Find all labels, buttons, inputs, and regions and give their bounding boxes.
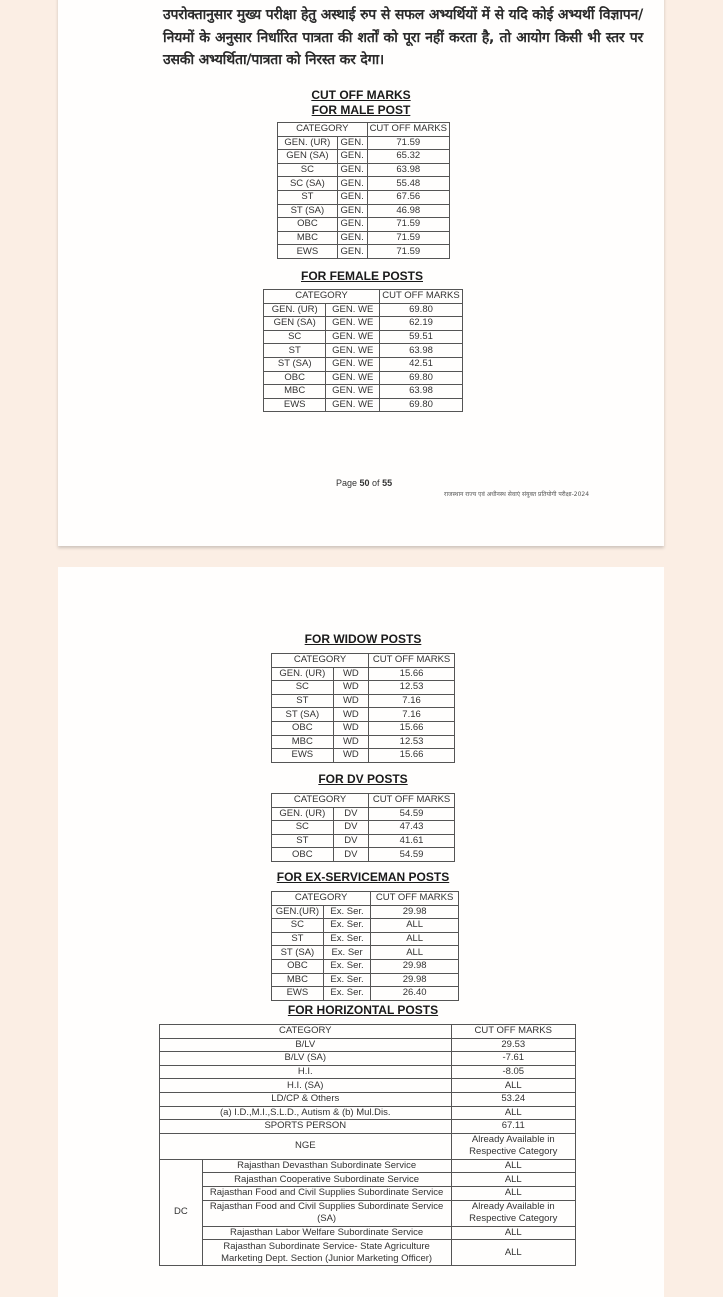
marks-cell: Already Available in Respective Category [451,1200,575,1226]
table-row [272,681,455,695]
male-cutoff-table [277,122,450,259]
category-cell: B/LV (SA) [160,1052,452,1066]
category-cell: B/LV [160,1038,452,1052]
header-category: CATEGORY [272,892,371,906]
marks-cell: 55.48 [367,177,449,191]
widow-cutoff-table [271,653,455,763]
table-row [264,398,463,412]
table-row [272,735,455,749]
category-cell: MBC [264,385,326,399]
current-page: 50 [359,478,370,488]
table-row [264,357,463,371]
table-row [264,385,463,399]
type-cell: GEN. WE [326,344,380,358]
table-row [264,344,463,358]
marks-cell: 53.24 [451,1092,575,1106]
page-number: Page 50 of 55 [336,478,393,488]
category-cell: OBC [264,371,326,385]
category-cell: H.I. (SA) [160,1079,452,1093]
category-cell: MBC [272,735,334,749]
table-row [272,821,455,835]
dv-post-heading: FOR DV POSTS [318,772,408,786]
table-row [272,973,459,987]
table-header-row [272,892,459,906]
type-cell: WD [333,694,368,708]
category-cell: NGE [160,1133,452,1159]
table-row [278,190,450,204]
type-cell: Ex. Ser. [323,919,370,933]
type-cell: Ex. Ser. [323,973,370,987]
type-cell: GEN. [337,163,367,177]
horizontal-post-heading: FOR HORIZONTAL POSTS [287,1003,439,1017]
table-row [264,371,463,385]
table-row [272,667,455,681]
service-cell: Rajasthan Labor Welfare Subordinate Service [202,1226,451,1240]
table-header-row [278,123,450,137]
table-row [272,932,459,946]
marks-cell: ALL [451,1173,575,1187]
dc-row [160,1200,576,1226]
category-cell: ST (SA) [272,708,334,722]
marks-cell: 12.53 [369,681,455,695]
dc-row [160,1186,576,1200]
category-cell: SC [272,821,334,835]
marks-cell: 63.98 [380,344,463,358]
category-cell: MBC [272,973,324,987]
service-cell: Rajasthan Food and Civil Supplies Subordinate Service [202,1186,451,1200]
service-cell: Rajasthan Subordinate Service- State Agriculture Marketing Dept. Section (Junior Marketing Officer) [202,1240,451,1266]
horizontal-cutoff-table [159,1024,576,1266]
marks-cell: 71.59 [367,245,449,259]
marks-cell: 59.51 [380,330,463,344]
type-cell: Ex. Ser. [323,987,370,1001]
dc-label-cell: DC [160,1159,203,1265]
marks-cell: ALL [451,1079,575,1093]
document-page-50 [58,0,664,546]
female-post-heading: FOR FEMALE POSTS [300,269,423,283]
category-cell: ST [272,834,334,848]
marks-cell: ALL [371,919,459,933]
marks-cell: 7.16 [369,708,455,722]
footer-exam-name: राजस्थान राज्य एवं अधीनस्थ सेवाएं संयुक्त प्रतियोगी परीक्षा-2024 [444,491,590,498]
table-row [160,1052,576,1066]
category-cell: ST [264,344,326,358]
category-cell: ST [272,932,324,946]
marks-cell: ALL [371,946,459,960]
type-cell: GEN. WE [326,385,380,399]
table-row [160,1120,576,1134]
category-cell: GEN.(UR) [272,905,324,919]
type-cell: GEN. [337,204,367,218]
marks-cell: ALL [451,1106,575,1120]
header-category: CATEGORY [272,794,369,808]
table-row [160,1106,576,1120]
marks-cell: 29.53 [451,1038,575,1052]
table-row [278,245,450,259]
type-cell: Ex. Ser. [323,905,370,919]
type-cell: GEN. WE [326,303,380,317]
service-cell: Rajasthan Food and Civil Supplies Subordinate Service (SA) [202,1200,451,1226]
marks-cell: 29.98 [371,905,459,919]
table-row [278,136,450,150]
type-cell: GEN. [337,245,367,259]
header-marks: CUT OFF MARKS [371,892,459,906]
header-marks: CUT OFF MARKS [367,123,449,137]
type-cell: GEN. [337,150,367,164]
dc-row [160,1159,576,1173]
category-cell: (a) I.D.,M.I.,S.L.D., Autism & (b) Mul.Dis. [160,1106,452,1120]
marks-cell: 29.98 [371,973,459,987]
category-cell: SC (SA) [278,177,338,191]
type-cell: GEN. WE [326,330,380,344]
category-cell: ST (SA) [264,357,326,371]
type-cell: WD [333,708,368,722]
table-header-row [160,1025,576,1039]
table-row [160,1038,576,1052]
marks-cell: -7.61 [451,1052,575,1066]
table-header-row [264,290,463,304]
table-row [272,834,455,848]
type-cell: WD [333,681,368,695]
marks-cell: 26.40 [371,987,459,1001]
dc-row [160,1173,576,1187]
type-cell: Ex. Ser [323,946,370,960]
marks-cell: 67.56 [367,190,449,204]
type-cell: WD [333,749,368,763]
dc-row [160,1240,576,1266]
service-cell: Rajasthan Devasthan Subordinate Service [202,1159,451,1173]
table-row [278,218,450,232]
marks-cell: 42.51 [380,357,463,371]
table-row [160,1092,576,1106]
header-marks: CUT OFF MARKS [369,654,455,668]
category-cell: SC [272,919,324,933]
table-row [278,163,450,177]
category-cell: MBC [278,231,338,245]
type-cell: WD [333,667,368,681]
marks-cell: ALL [451,1240,575,1266]
type-cell: Ex. Ser. [323,932,370,946]
table-row [264,330,463,344]
table-row [160,1065,576,1079]
header-marks: CUT OFF MARKS [451,1025,575,1039]
type-cell: GEN. [337,177,367,191]
category-cell: GEN (SA) [278,150,338,164]
table-header-row [272,794,455,808]
category-cell: ST (SA) [278,204,338,218]
category-cell: SC [278,163,338,177]
table-header-row [272,654,455,668]
marks-cell: 29.98 [371,959,459,973]
type-cell: DV [333,807,368,821]
exserviceman-cutoff-table [271,891,459,1001]
marks-cell: 71.59 [367,231,449,245]
category-cell: EWS [272,987,324,1001]
category-cell: SC [264,330,326,344]
table-row [264,303,463,317]
marks-cell: 71.59 [367,136,449,150]
category-cell: GEN. (UR) [278,136,338,150]
marks-cell: 63.98 [367,163,449,177]
type-cell: DV [333,834,368,848]
marks-cell: 63.98 [380,385,463,399]
marks-cell: 69.80 [380,371,463,385]
type-cell: DV [333,848,368,862]
category-cell: GEN. (UR) [272,807,334,821]
marks-cell: 54.59 [369,848,455,862]
category-cell: H.I. [160,1065,452,1079]
table-row [272,708,455,722]
marks-cell: 69.80 [380,303,463,317]
table-row [272,721,455,735]
header-marks: CUT OFF MARKS [369,794,455,808]
header-category: CATEGORY [278,123,368,137]
type-cell: GEN. [337,231,367,245]
marks-cell: 47.43 [369,821,455,835]
widow-post-heading: FOR WIDOW POSTS [304,632,422,646]
type-cell: GEN. [337,190,367,204]
marks-cell: 15.66 [369,667,455,681]
service-cell: Rajasthan Cooperative Subordinate Service [202,1173,451,1187]
type-cell: GEN. WE [326,317,380,331]
total-pages: 55 [382,478,393,488]
type-cell: GEN. [337,218,367,232]
marks-cell: 69.80 [380,398,463,412]
type-cell: GEN. WE [326,398,380,412]
type-cell: GEN. WE [326,371,380,385]
marks-cell: 41.61 [369,834,455,848]
marks-cell: ALL [451,1159,575,1173]
marks-cell: 65.32 [367,150,449,164]
table-row [272,959,459,973]
table-row [160,1079,576,1093]
category-cell: ST [278,190,338,204]
cutoff-title: CUT OFF MARKS [311,88,411,102]
table-row [160,1133,576,1159]
dv-cutoff-table [271,793,455,862]
table-row [278,150,450,164]
marks-cell: 7.16 [369,694,455,708]
marks-cell: ALL [451,1226,575,1240]
category-cell: OBC [278,218,338,232]
document-page-51 [58,567,664,1297]
marks-cell: 15.66 [369,721,455,735]
category-cell: OBC [272,721,334,735]
category-cell: EWS [272,749,334,763]
table-row [272,807,455,821]
marks-cell: 15.66 [369,749,455,763]
category-cell: OBC [272,959,324,973]
header-category: CATEGORY [264,290,380,304]
table-row [272,946,459,960]
category-cell: SPORTS PERSON [160,1120,452,1134]
male-post-heading: FOR MALE POST [311,103,411,117]
category-cell: GEN. (UR) [272,667,334,681]
table-row [278,177,450,191]
category-cell: GEN (SA) [264,317,326,331]
type-cell: WD [333,721,368,735]
table-row [278,204,450,218]
category-cell: ST (SA) [272,946,324,960]
category-cell: EWS [264,398,326,412]
category-cell: GEN. (UR) [264,303,326,317]
table-row [278,231,450,245]
table-row [272,987,459,1001]
marks-cell: 71.59 [367,218,449,232]
type-cell: Ex. Ser. [323,959,370,973]
table-row [272,919,459,933]
marks-cell: Already Available in Respective Category [451,1133,575,1159]
dc-row [160,1226,576,1240]
marks-cell: 46.98 [367,204,449,218]
category-cell: EWS [278,245,338,259]
category-cell: OBC [272,848,334,862]
table-row [272,694,455,708]
marks-cell: 67.11 [451,1120,575,1134]
type-cell: WD [333,735,368,749]
marks-cell: ALL [371,932,459,946]
marks-cell: 54.59 [369,807,455,821]
marks-cell: -8.05 [451,1065,575,1079]
header-category: CATEGORY [160,1025,452,1039]
table-row [264,317,463,331]
category-cell: SC [272,681,334,695]
hindi-paragraph: उपरोक्तानुसार मुख्य परीक्षा हेतु अस्थाई रुप से सफल अभ्यर्थियों में से यदि कोई अभ्यर्थी विज्ञापन/नियमों के अनुसार निर्धारित पात्रता की शर्तों को पूरा नहीं करता है, तो आयोग किसी भी स्तर पर उसकी अभ्यर्थिता/पात्रता को निरस्त कर देगा। [163,7,643,68]
type-cell: GEN. [337,136,367,150]
table-row [272,905,459,919]
type-cell: GEN. WE [326,357,380,371]
category-cell: LD/CP & Others [160,1092,452,1106]
marks-cell: 62.19 [380,317,463,331]
table-row [272,848,455,862]
marks-cell: ALL [451,1186,575,1200]
table-row [272,749,455,763]
type-cell: DV [333,821,368,835]
female-cutoff-table [263,289,463,412]
marks-cell: 12.53 [369,735,455,749]
header-marks: CUT OFF MARKS [380,290,463,304]
exserviceman-post-heading: FOR EX-SERVICEMAN POSTS [276,870,450,884]
header-category: CATEGORY [272,654,369,668]
category-cell: ST [272,694,334,708]
